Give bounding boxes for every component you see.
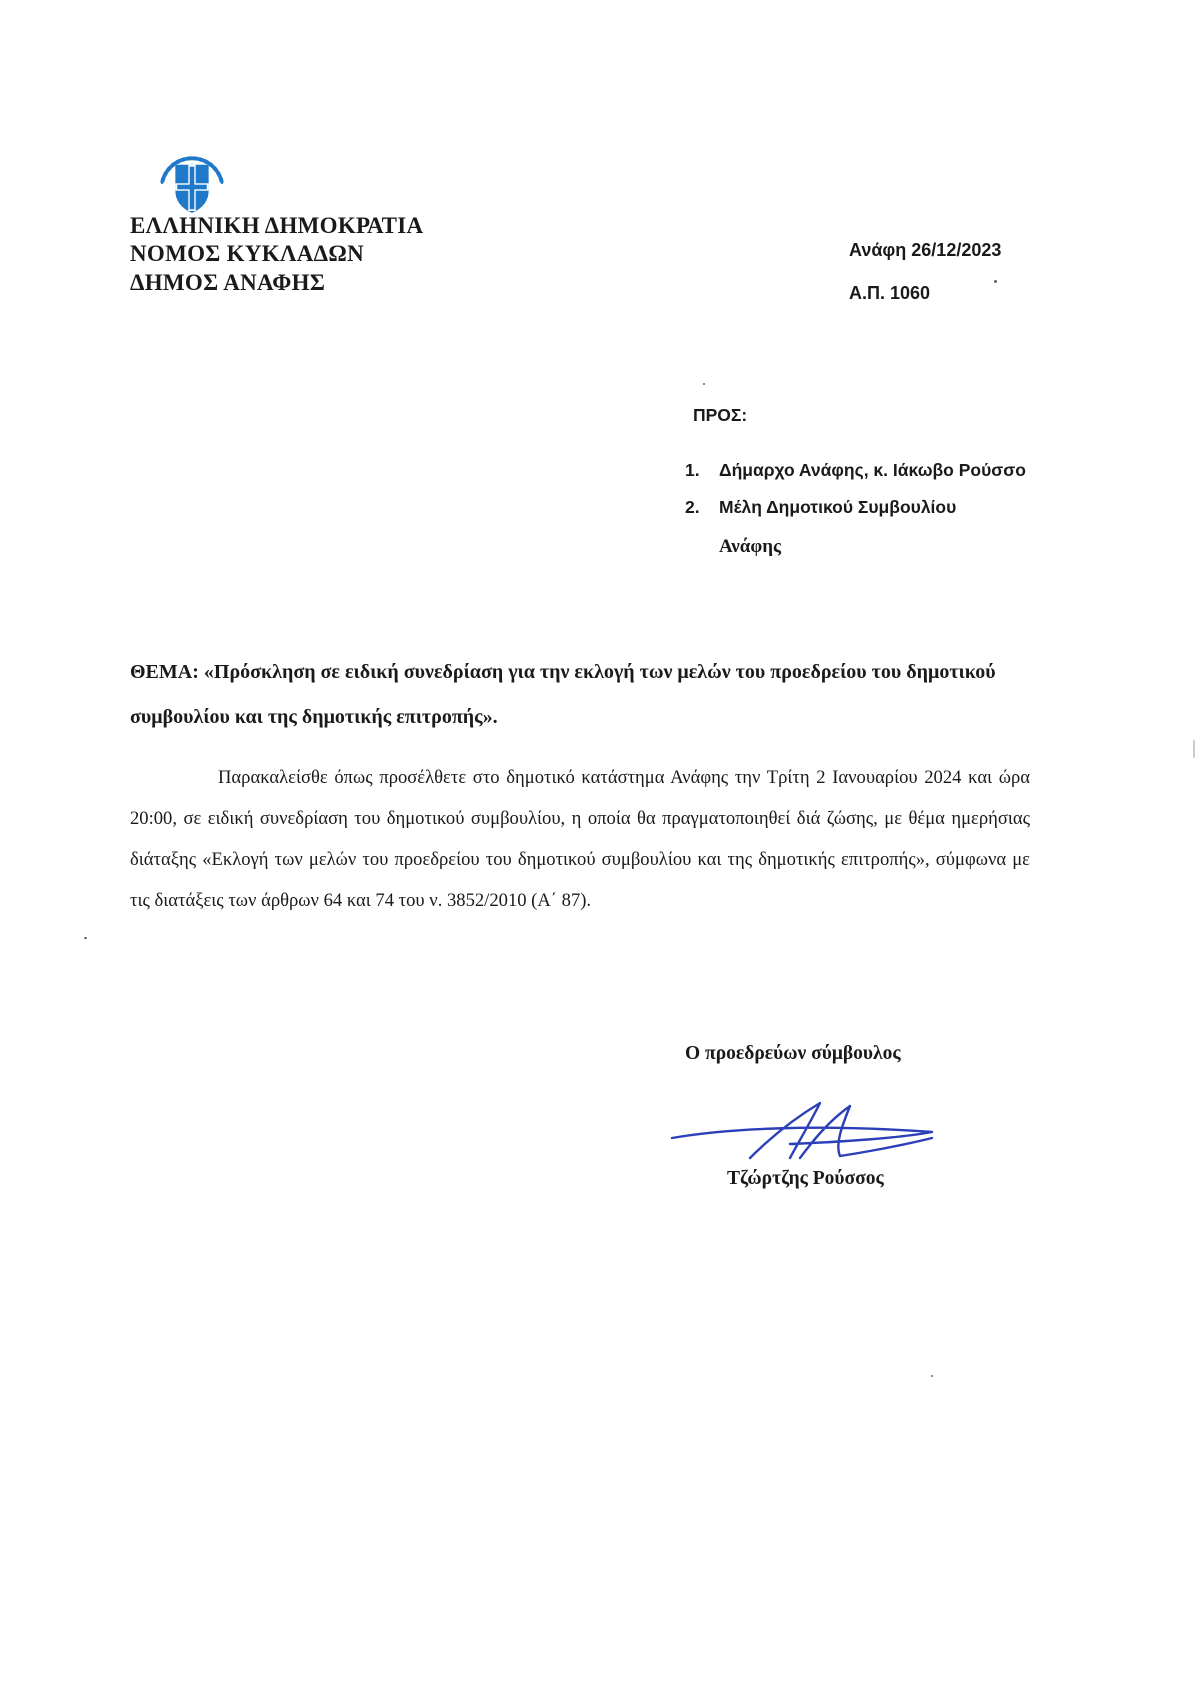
scan-speck bbox=[994, 280, 997, 283]
body-paragraph: Παρακαλείσθε όπως προσέλθετε στο δημοτικό κατάστημα Ανάφης την Τρίτη 2 Ιανουαρίου 2024 και ώρα 20:00, σε ειδική συνεδρίαση του δημοτικού συμβουλίου, η οποία θα πραγματοποιηθεί διά ζώσης, με θέμα ημερήσιας διάταξης «Εκλογή των μελών του προεδρείου του δημοτικού συμβουλίου και της δημοτικής επιτροπής», σύμφωνα με τις διατάξεις των άρθρων 64 και 74 του ν. 3852/2010 (Α΄ 87). bbox=[130, 767, 1030, 911]
subject-label: ΘΕΜΑ: bbox=[130, 661, 199, 683]
scan-speck bbox=[931, 1375, 933, 1377]
recipients-label: ΠΡΟΣ: bbox=[693, 405, 748, 425]
recipient-1-text: Δήμαρχο Ανάφης, κ. Ιάκωβο Ρούσσο bbox=[719, 460, 1026, 480]
signatory-title: Ο προεδρεύων σύμβουλος bbox=[685, 1043, 901, 1064]
subject-text: «Πρόσκληση σε ειδική συνεδρίαση για την εκλογή των μελών του προεδρείου του δημοτικού συμβουλίου και της δημοτικής επιτροπής». bbox=[130, 661, 996, 728]
scan-edge-mark bbox=[1193, 740, 1195, 758]
place-date: Ανάφη 26/12/2023 bbox=[849, 240, 1002, 260]
recipient-2-number: 2. bbox=[685, 497, 700, 517]
header-line-prefecture: ΝΟΜΟΣ ΚΥΚΛΑΔΩΝ bbox=[130, 241, 365, 266]
scan-speck bbox=[84, 937, 87, 939]
handwritten-signature bbox=[670, 1098, 940, 1168]
recipient-1-number: 1. bbox=[685, 460, 700, 480]
recipient-2-text: Μέλη Δημοτικού Συμβουλίου bbox=[719, 497, 957, 517]
header-line-republic: ΕΛΛΗΝΙΚΗ ΔΗΜΟΚΡΑΤΙΑ bbox=[130, 213, 424, 238]
header-line-municipality: ΔΗΜΟΣ ΑΝΑΦΗΣ bbox=[130, 270, 326, 295]
scan-speck bbox=[703, 383, 705, 385]
recipient-2-continuation: Ανάφης bbox=[719, 536, 782, 557]
subject bbox=[130, 650, 1030, 740]
protocol-number: Α.Π. 1060 bbox=[849, 283, 931, 303]
signatory-name: Τζώρτζης Ρούσσος bbox=[727, 1168, 884, 1189]
